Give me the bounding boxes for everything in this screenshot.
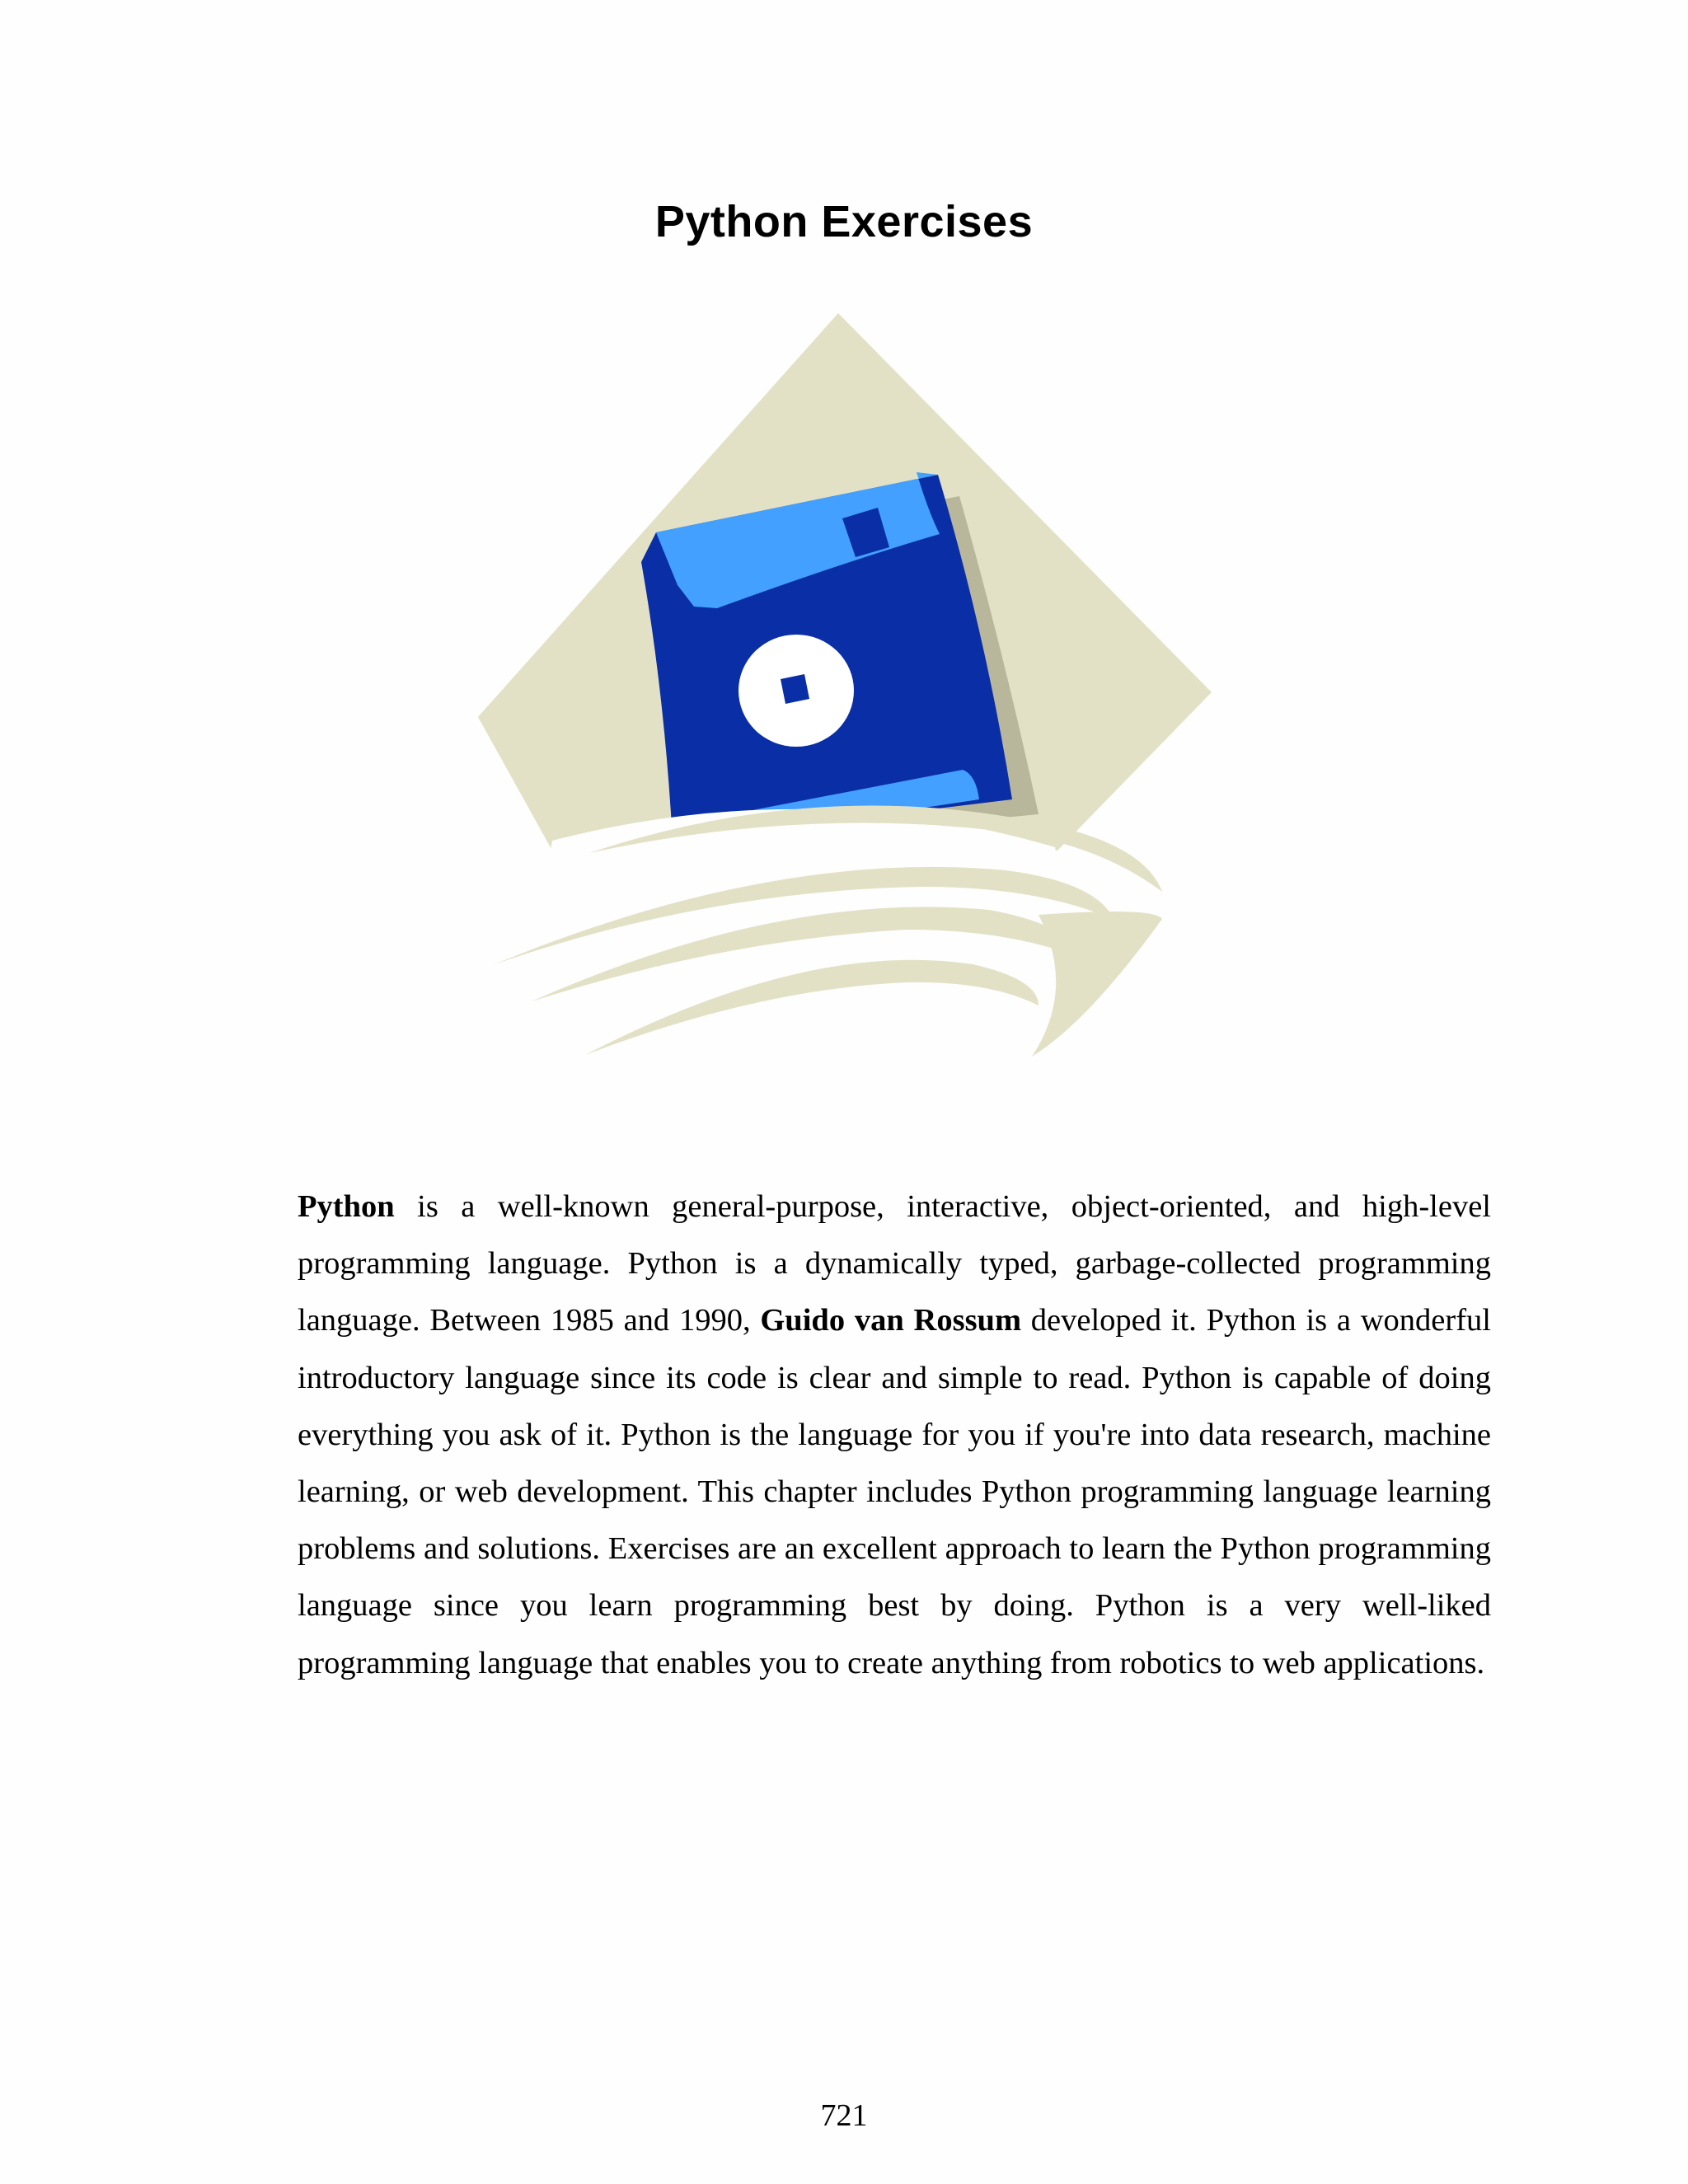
paragraph-text-1: is a well-known general-purpose, interactive, object-oriented, and high-level programming language. Python is a dynamically typed, garbage-collected programming language. Between 1985 and 1990, <box>298 1189 1491 1338</box>
swoosh-4 <box>585 960 1039 1055</box>
page-number: 721 <box>820 2098 868 2133</box>
paragraph-text-2: developed it. Python is a wonderful introductory language since its code is clear and simple to read. Python is capable of doing everything you ask of it. Python is the language for you if you're into data research, machine learning, or web development. This chapter includes Python programming language learning problems and solutions. Exercises are an excellent approach to learn the Python programming language since you learn programming best by doing. Python is a very well-liked programming language that enables you to create anything from robotics to web applications. <box>298 1303 1491 1680</box>
swoosh-tail <box>1032 912 1162 1057</box>
intro-paragraph <box>298 1179 1491 1692</box>
guido-bold: Guido van Rossum <box>760 1303 1022 1338</box>
page-title: Python Exercises <box>654 197 1034 246</box>
floppy-hub-center <box>781 674 809 704</box>
floppy-disk-clipart-icon <box>462 313 1220 1071</box>
python-bold: Python <box>298 1189 395 1224</box>
